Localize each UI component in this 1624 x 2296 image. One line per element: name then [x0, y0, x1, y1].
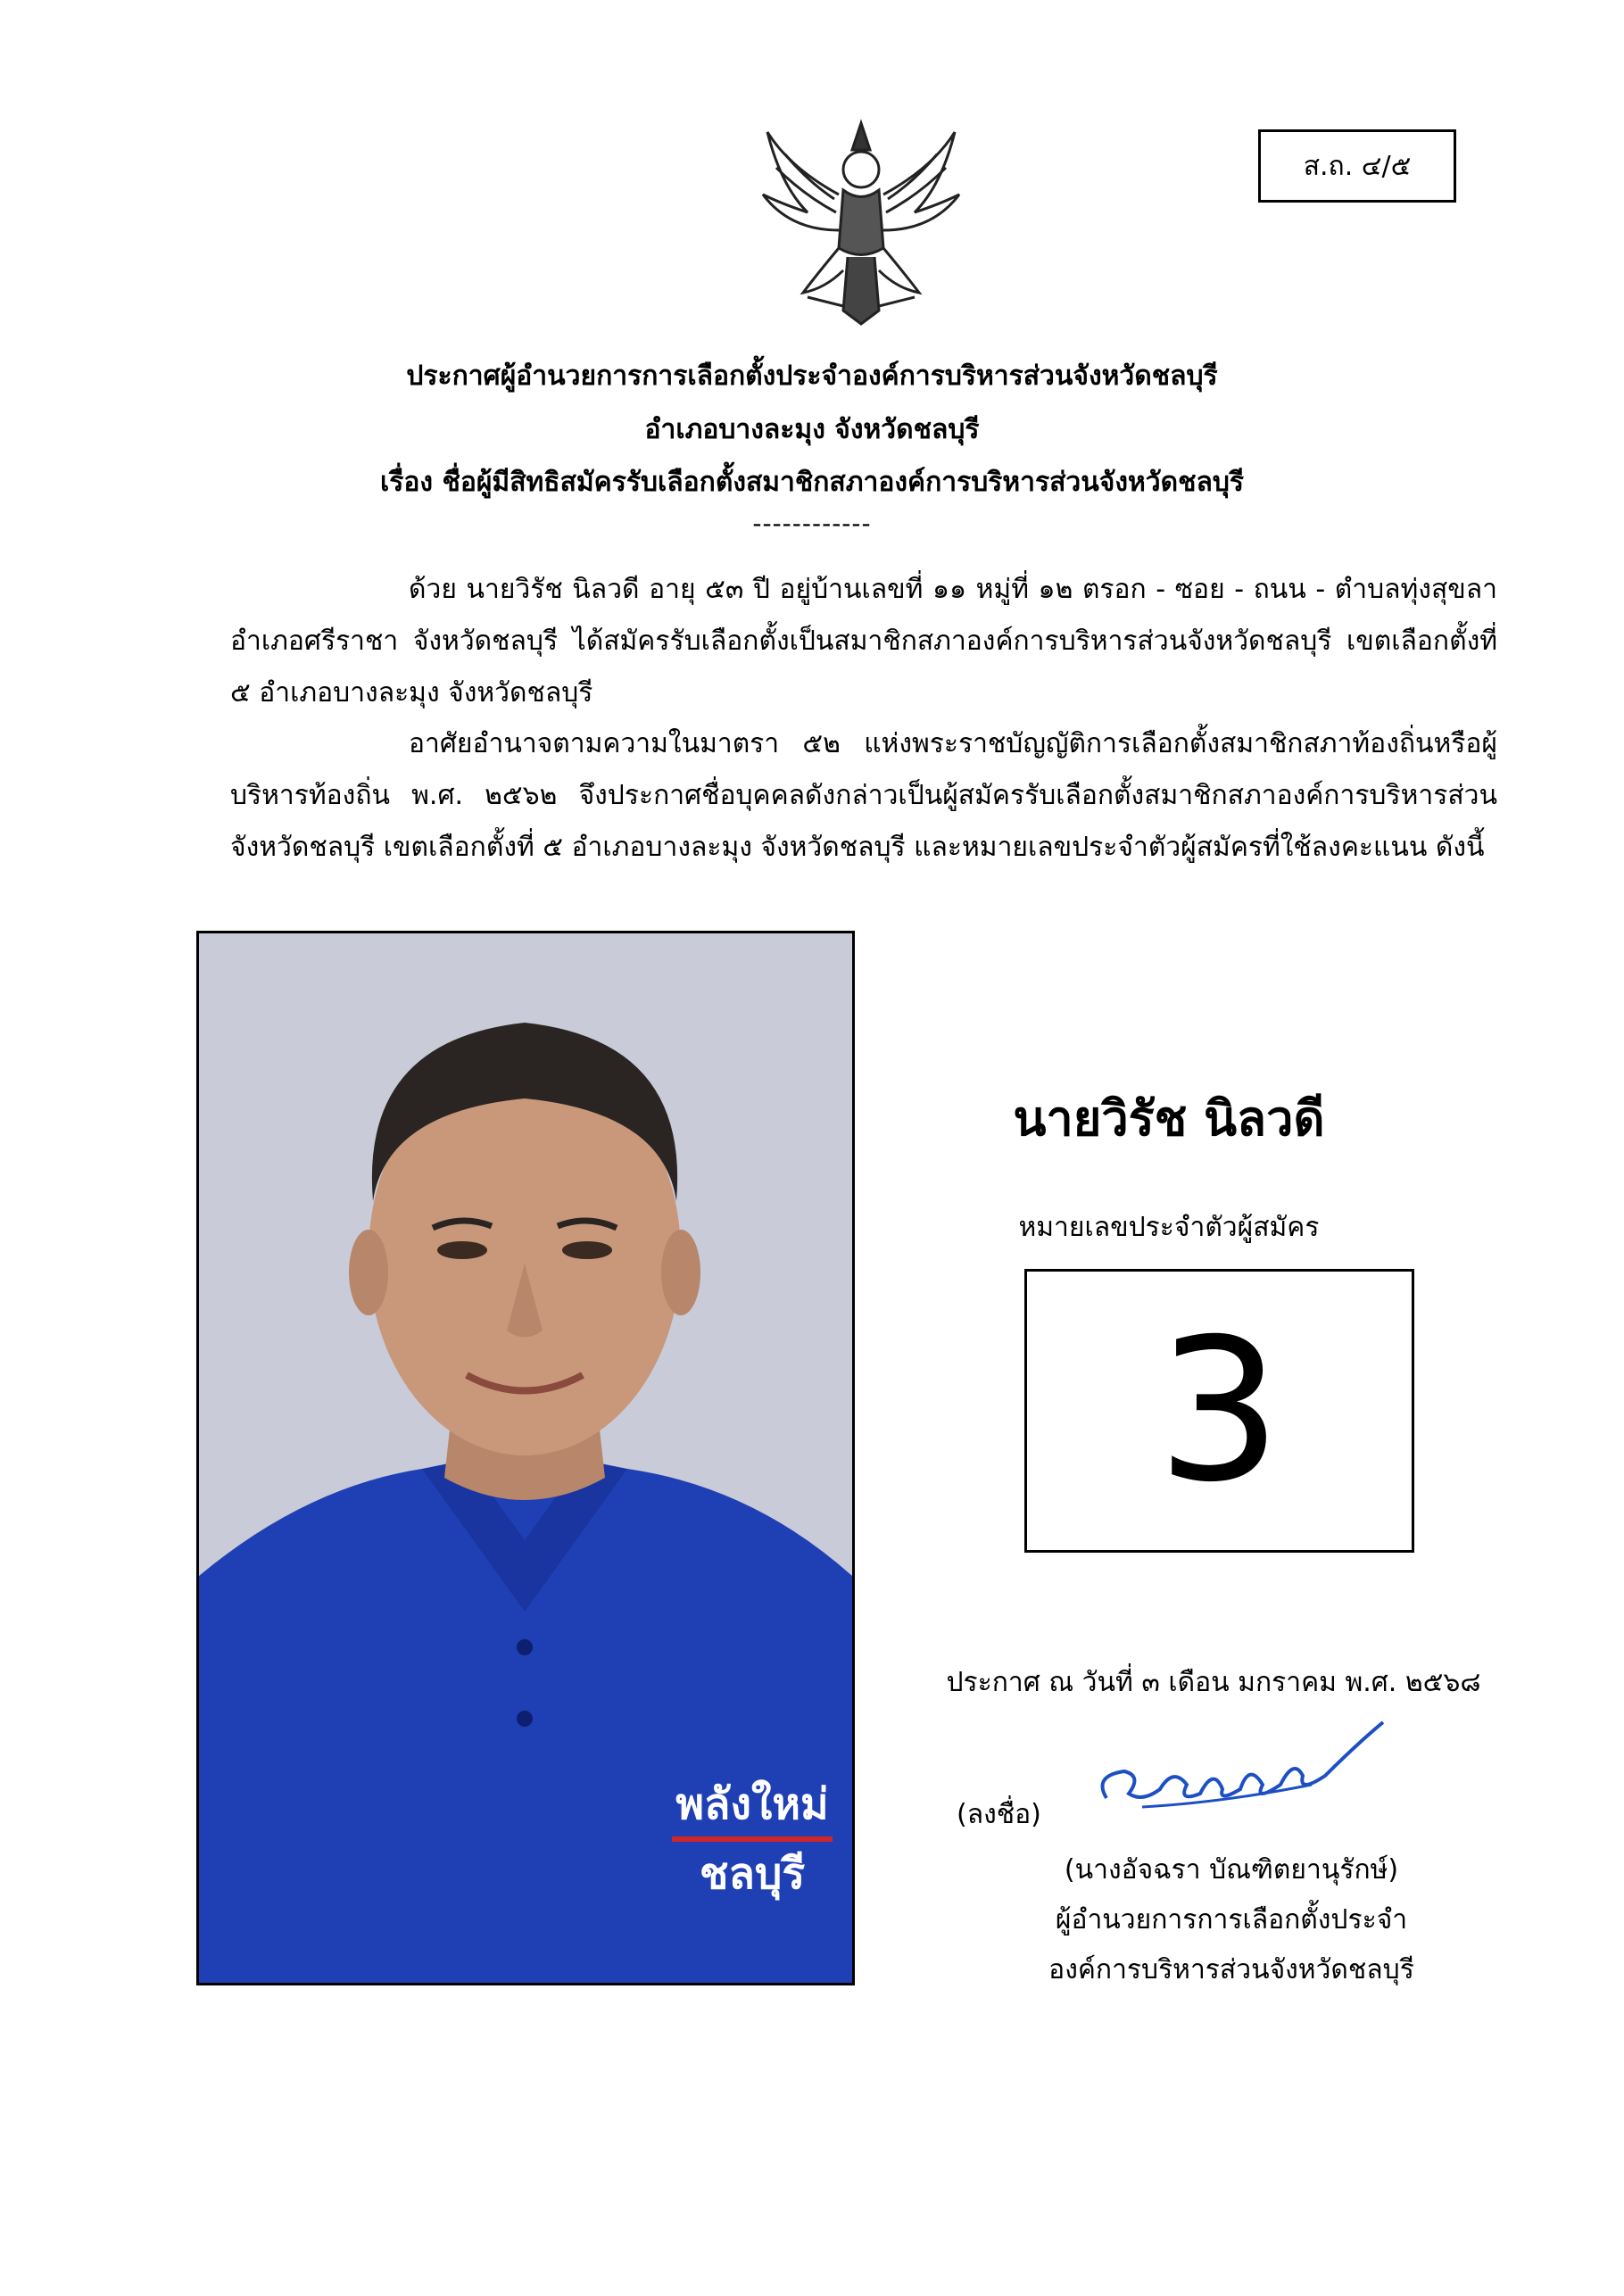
announcement-title: ประกาศผู้อำนวยการการเลือกตั้งประจำองค์การบริหารส่วนจังหวัดชลบุรี: [406, 361, 1218, 392]
signer-block: [982, 1845, 1481, 1995]
candidate-name: นายวิรัช นิลวดี: [1013, 1090, 1325, 1147]
announcement-district: อำเภอบางละมุง จังหวัดชลบุรี: [644, 414, 980, 445]
body-paragraph-1-text: ด้วย นายวิรัช นิลวดี อายุ ๕๓ ปี อยู่บ้านเลขที่ ๑๑ หมู่ที่ ๑๒ ตรอก - ซอย - ถนน - ตำบลทุ่งสุขลา อำเภอศรีราชา จังหวัดชลบุรี ได้สมัครรับเลือกตั้งเป็นสมาชิกสภาองค์การบริหารส่วนจังหวัดชลบุรี เขตเลือกตั้งที่ ๕ อำเภอบางละมุง จังหวัดชลบุรี: [230, 574, 1497, 709]
header-divider: ------------: [752, 509, 872, 538]
body-paragraph-2-text: อาศัยอำนาจตามความในมาตรา ๕๒ แห่งพระราชบัญญัติการเลือกตั้งสมาชิกสภาท้องถิ่นหรือผู้บริหารท้องถิ่น พ.ศ. ๒๕๖๒ จึงประกาศชื่อบุคคลดังกล่าวเป็นผู้สมัครรับเลือกตั้งสมาชิกสภาองค์การบริหารส่วนจังหวัดชลบุรี เขตเลือกตั้งที่ ๕ อำเภอบางละมุง จังหวัดชลบุรี และหมายเลขประจำตัวผู้สมัครที่ใช้ลงคะแนน ดังนี้: [230, 728, 1497, 863]
candidate-number: 3: [1156, 1297, 1282, 1525]
garuda-emblem-icon: [754, 114, 968, 328]
signer-title-1: ผู้อำนวยการการเลือกตั้งประจำ: [1055, 1904, 1408, 1935]
shirt-logo-line-1: พลังใหม่: [675, 1779, 829, 1829]
shirt-logo-line-2: ชลบุรี: [699, 1849, 806, 1899]
signature-image: [1089, 1713, 1392, 1829]
announcement-date: ประกาศ ณ วันที่ ๓ เดือน มกราคม พ.ศ. ๒๕๖๘: [946, 1667, 1481, 1698]
candidate-photo: [196, 931, 855, 1985]
form-code-box: ส.ถ. ๔/๕: [1258, 129, 1456, 203]
body-paragraph-2: [230, 718, 1497, 874]
shirt-logo-text: [663, 1772, 841, 1906]
candidate-number-caption: หมายเลขประจำตัวผู้สมัคร: [1018, 1212, 1320, 1243]
body-paragraph-1: [230, 564, 1497, 719]
signer-title-2: องค์การบริหารส่วนจังหวัดชลบุรี: [1048, 1954, 1414, 1985]
candidate-number-box: [1024, 1269, 1414, 1553]
sign-label: (ลงชื่อ): [957, 1799, 1041, 1830]
announcement-subject: เรื่อง ชื่อผู้มีสิทธิสมัครรับเลือกตั้งสมาชิกสภาองค์การบริหารส่วนจังหวัดชลบุรี: [379, 467, 1244, 498]
signer-name: (นางอัจฉรา บัณฑิตยานุรักษ์): [1064, 1854, 1399, 1886]
